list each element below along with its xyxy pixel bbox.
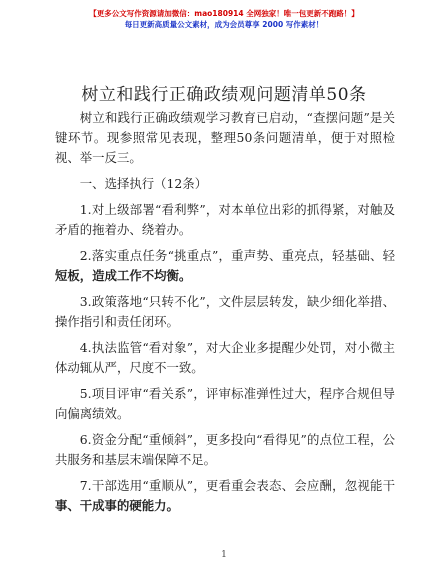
document-body [55,108,395,522]
intro-paragraph: 树立和践行正确政绩观学习教育已启动，“查摆问题”是关键环节。现参照常见表现，整理50条问题清单，便于对照检视、举一反三。 [55,110,395,165]
item-text: 对上级部署“看利弊”，对本单位出彩的抓得紧，对触及矛盾的拖着办、绕着办。 [55,202,395,237]
item-number: 5. [79,386,92,401]
section-heading: 一、选择执行（12条） [79,176,208,191]
banner-line-2: 每日更新高质量公文素材，成为会员尊享 2000 写作素材！ [124,20,324,29]
item-bold-text: 事、干成事的硬能力。 [55,498,179,513]
banner-line-1: 【更多公文写作资源请加微信：mao180914 全网独家！唯一包更新不跑路！】 [89,9,359,18]
item-text: 执法监管“看对象”，对大企业多提醒少处罚，对小微主体动辄从严，尺度不一致。 [55,340,395,375]
item-text: 干部选用“重顺从”，更看重会表态、会应酬，忽视能干 [91,478,395,493]
item-text: 项目评审“看关系”，评审标准弹性过大，程序合规但导向偏离绩效。 [55,386,395,421]
page-number: 1 [221,550,227,560]
list-item [55,200,395,240]
item-text: 落实重点任务“挑重点”，重声势、重亮点，轻基础、轻 [91,248,395,263]
item-text: 政策落地“只转不化”，文件层层转发，缺少细化举措、操作指引和责任闭环。 [55,294,395,329]
item-number: 1. [79,202,92,217]
list-item [55,384,395,424]
list-item [55,338,395,378]
list-item [55,292,395,332]
item-number: 3. [79,294,92,309]
item-number: 6. [79,432,92,447]
list-item [55,476,395,516]
item-number: 7. [79,478,92,493]
item-text: 资金分配“重倾斜”，更多投向“看得见”的点位工程，公共服务和基层末端保障不足。 [55,432,395,467]
item-number: 4. [79,340,92,355]
item-bold-text: 短板，造成工作不均衡。 [55,268,192,283]
list-item [55,246,395,286]
document-title: 树立和践行正确政绩观问题清单50条 [81,85,367,105]
promo-banner [0,8,448,30]
list-item [55,430,395,470]
item-number: 2. [79,248,92,263]
